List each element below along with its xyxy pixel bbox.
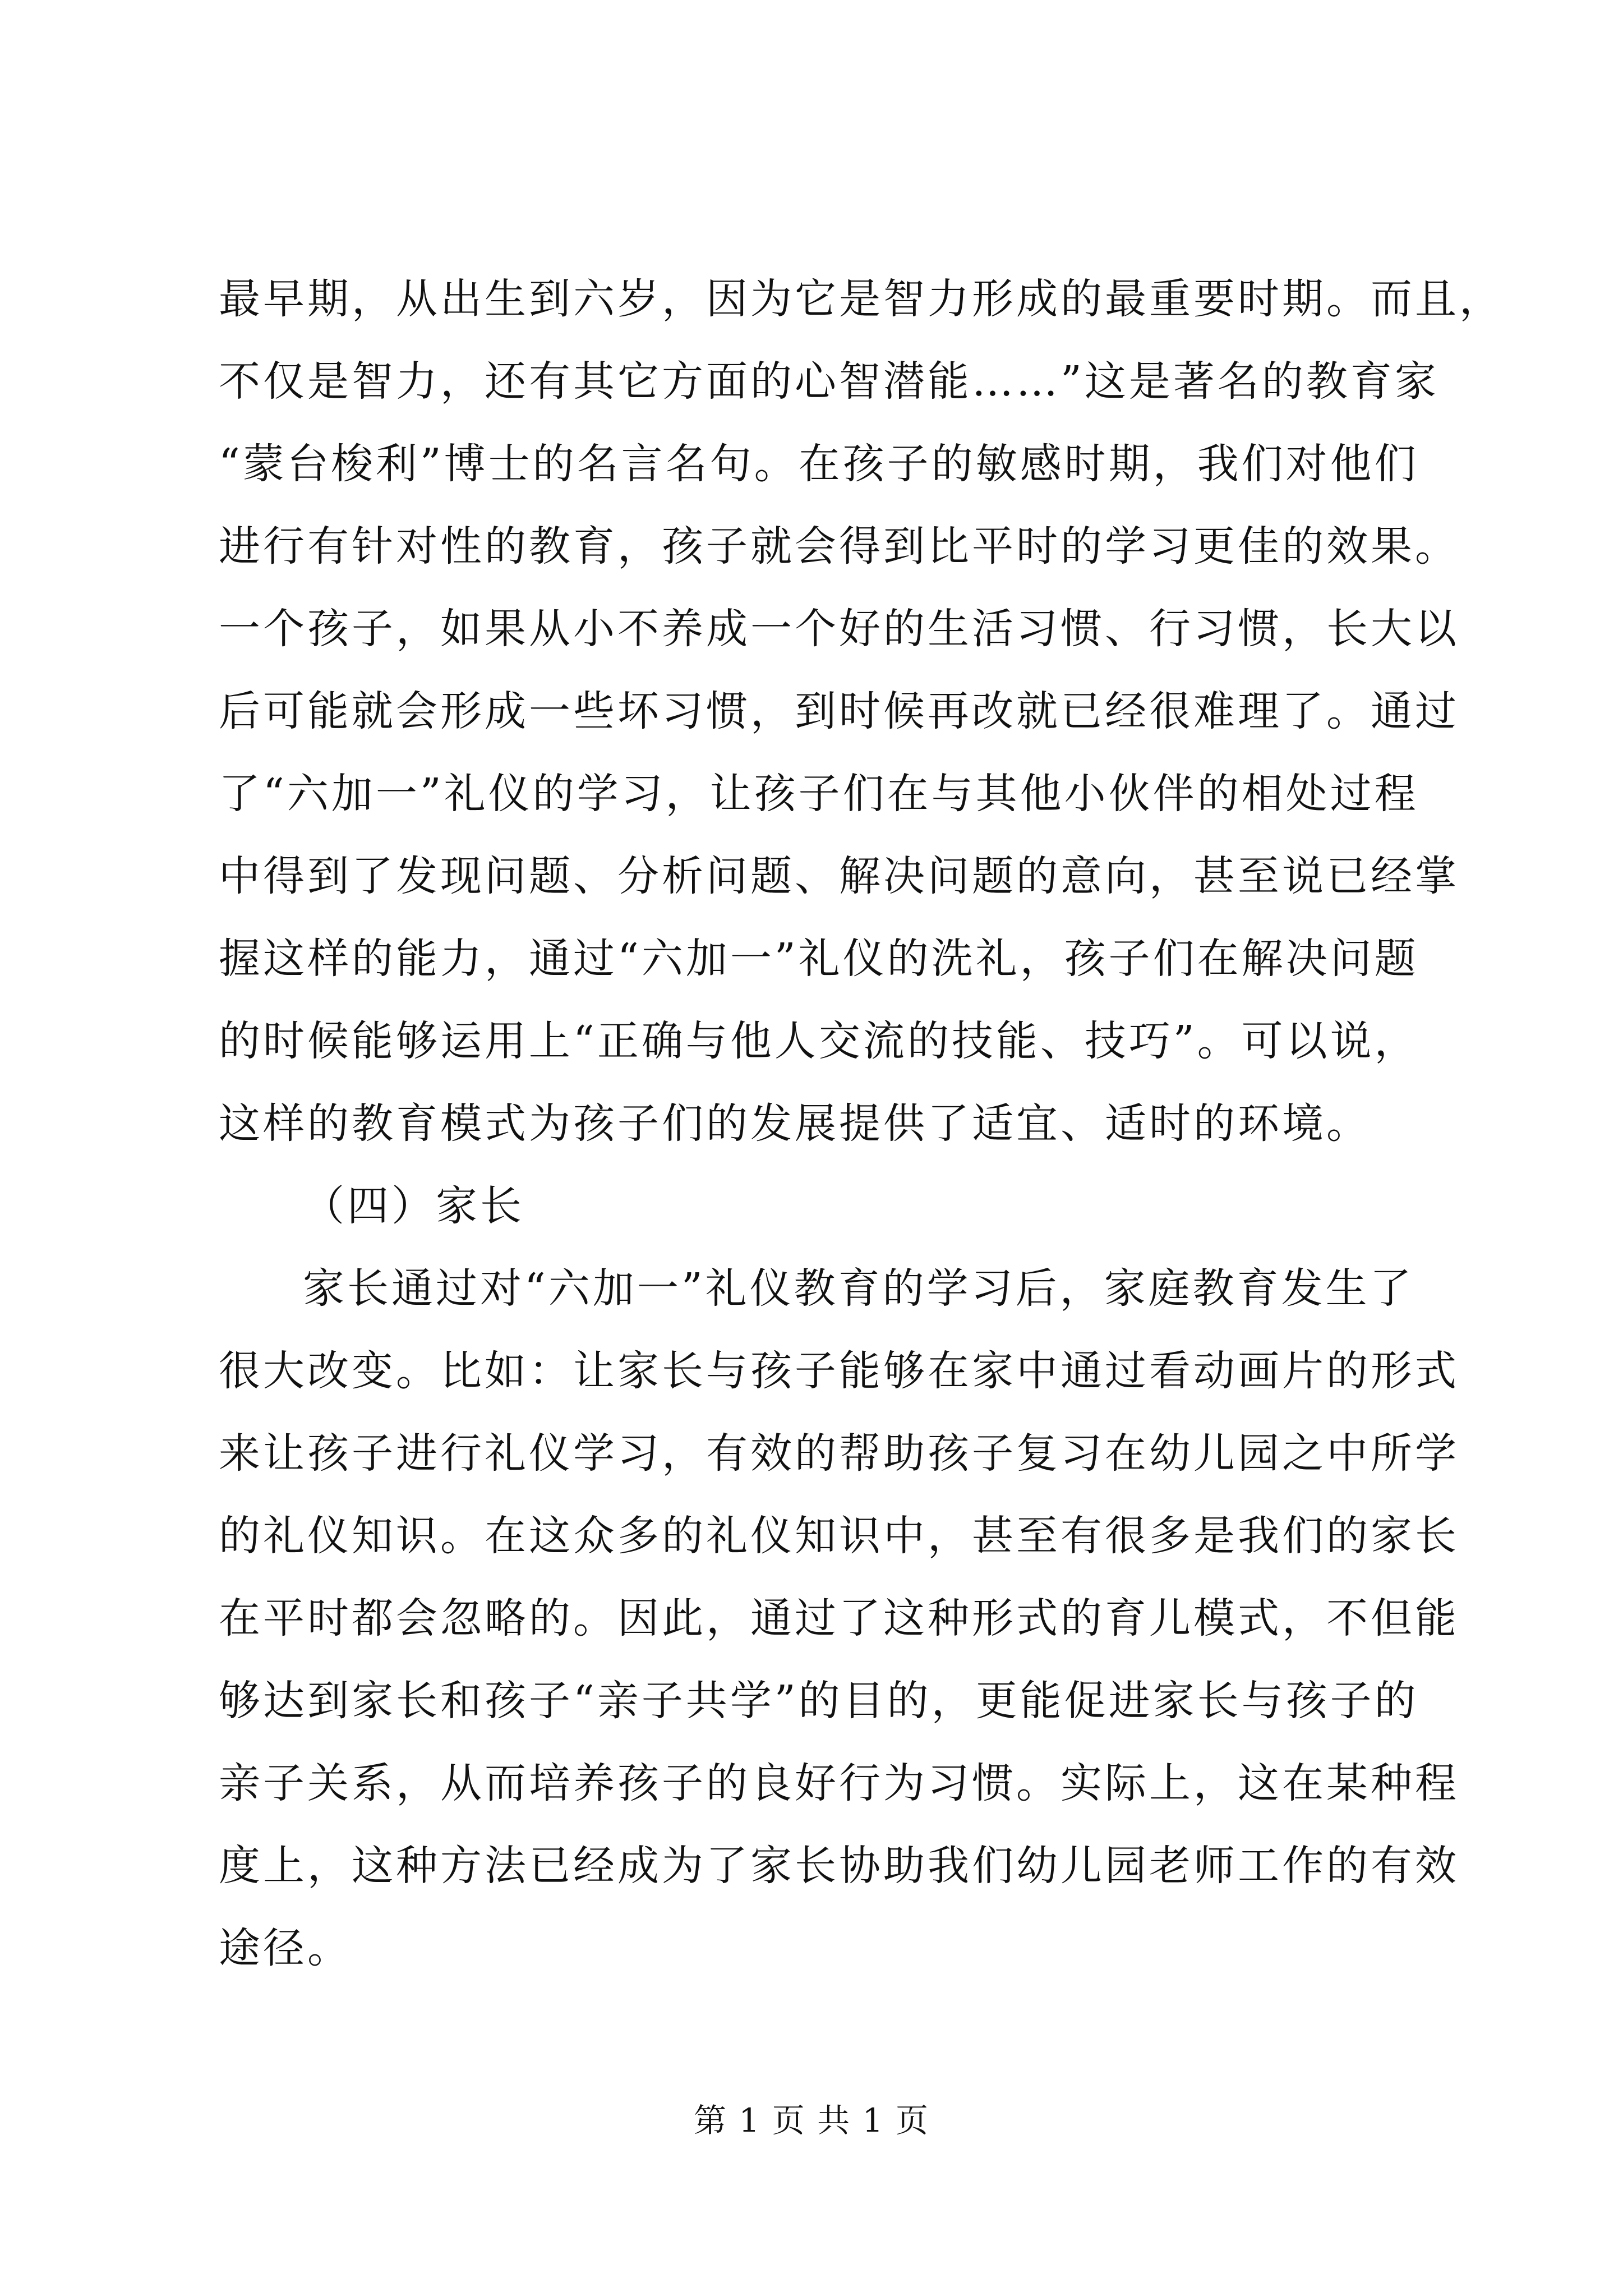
paragraph-line: 后可能就会形成一些坏习惯，到时候再改就已经很难理了。通过 (219, 687, 1459, 735)
paragraph-line: 进行有针对性的教育，孩子就会得到比平时的学习更佳的效果。 (219, 522, 1459, 570)
paragraph-line: 的时候能够运用上“正确与他人交流的技能、技巧”。可以说， (219, 1017, 1419, 1065)
section-heading: （四）家长 (303, 1182, 524, 1230)
paragraph-2 (219, 1248, 1459, 1990)
paragraph-line: 这样的教育模式为孩子们的发展提供了适宜、适时的环境。 (219, 1099, 1371, 1148)
paragraph-line: 度上，这种方法已经成为了家长协助我们幼儿园老师工作的有效 (219, 1842, 1459, 1890)
document-body (219, 258, 1504, 1990)
paragraph-line: 一个孩子，如果从小不养成一个好的生活习惯、行习惯，长大以 (219, 605, 1459, 653)
paragraph-line: 够达到家长和孩子“亲子共学”的目的，更能促进家长与孩子的 (219, 1677, 1419, 1725)
paragraph-line: 家长通过对“六加一”礼仪教育的学习后，家庭教育发生了 (303, 1264, 1414, 1313)
paragraph-line: 的礼仪知识。在这众多的礼仪知识中，甚至有很多是我们的家长 (219, 1512, 1459, 1560)
paragraph-line: 了“六加一”礼仪的学习，让孩子们在与其他小伙伴的相处过程 (219, 770, 1419, 818)
page-footer: 第 1 页 共 1 页 (694, 2101, 929, 2139)
paragraph-line: 不仅是智力，还有其它方面的心智潜能……”这是著名的教育家 (219, 357, 1439, 406)
paragraph-line: 中得到了发现问题、分析问题、解决问题的意向，甚至说已经掌 (219, 852, 1459, 900)
paragraph-line: 来让孩子进行礼仪学习，有效的帮助孩子复习在幼儿园之中所学 (219, 1429, 1459, 1478)
paragraph-line: 在平时都会忽略的。因此，通过了这种形式的育儿模式，不但能 (219, 1594, 1459, 1642)
paragraph-line: 握这样的能力，通过“六加一”礼仪的洗礼，孩子们在解决问题 (219, 935, 1419, 983)
paragraph-line: 很大改变。比如：让家长与孩子能够在家中通过看动画片的形式 (219, 1347, 1459, 1395)
paragraph-line: “蒙台梭利”博士的名言名句。在孩子的敏感时期，我们对他们 (219, 440, 1419, 488)
paragraph-1 (219, 258, 1504, 1165)
paragraph-line: 亲子关系，从而培养孩子的良好行为习惯。实际上，这在某种程 (219, 1759, 1459, 1807)
paragraph-line: 最早期，从出生到六岁，因为它是智力形成的最重要时期。而且， (219, 275, 1504, 323)
paragraph-line: 途径。 (219, 1924, 352, 1972)
